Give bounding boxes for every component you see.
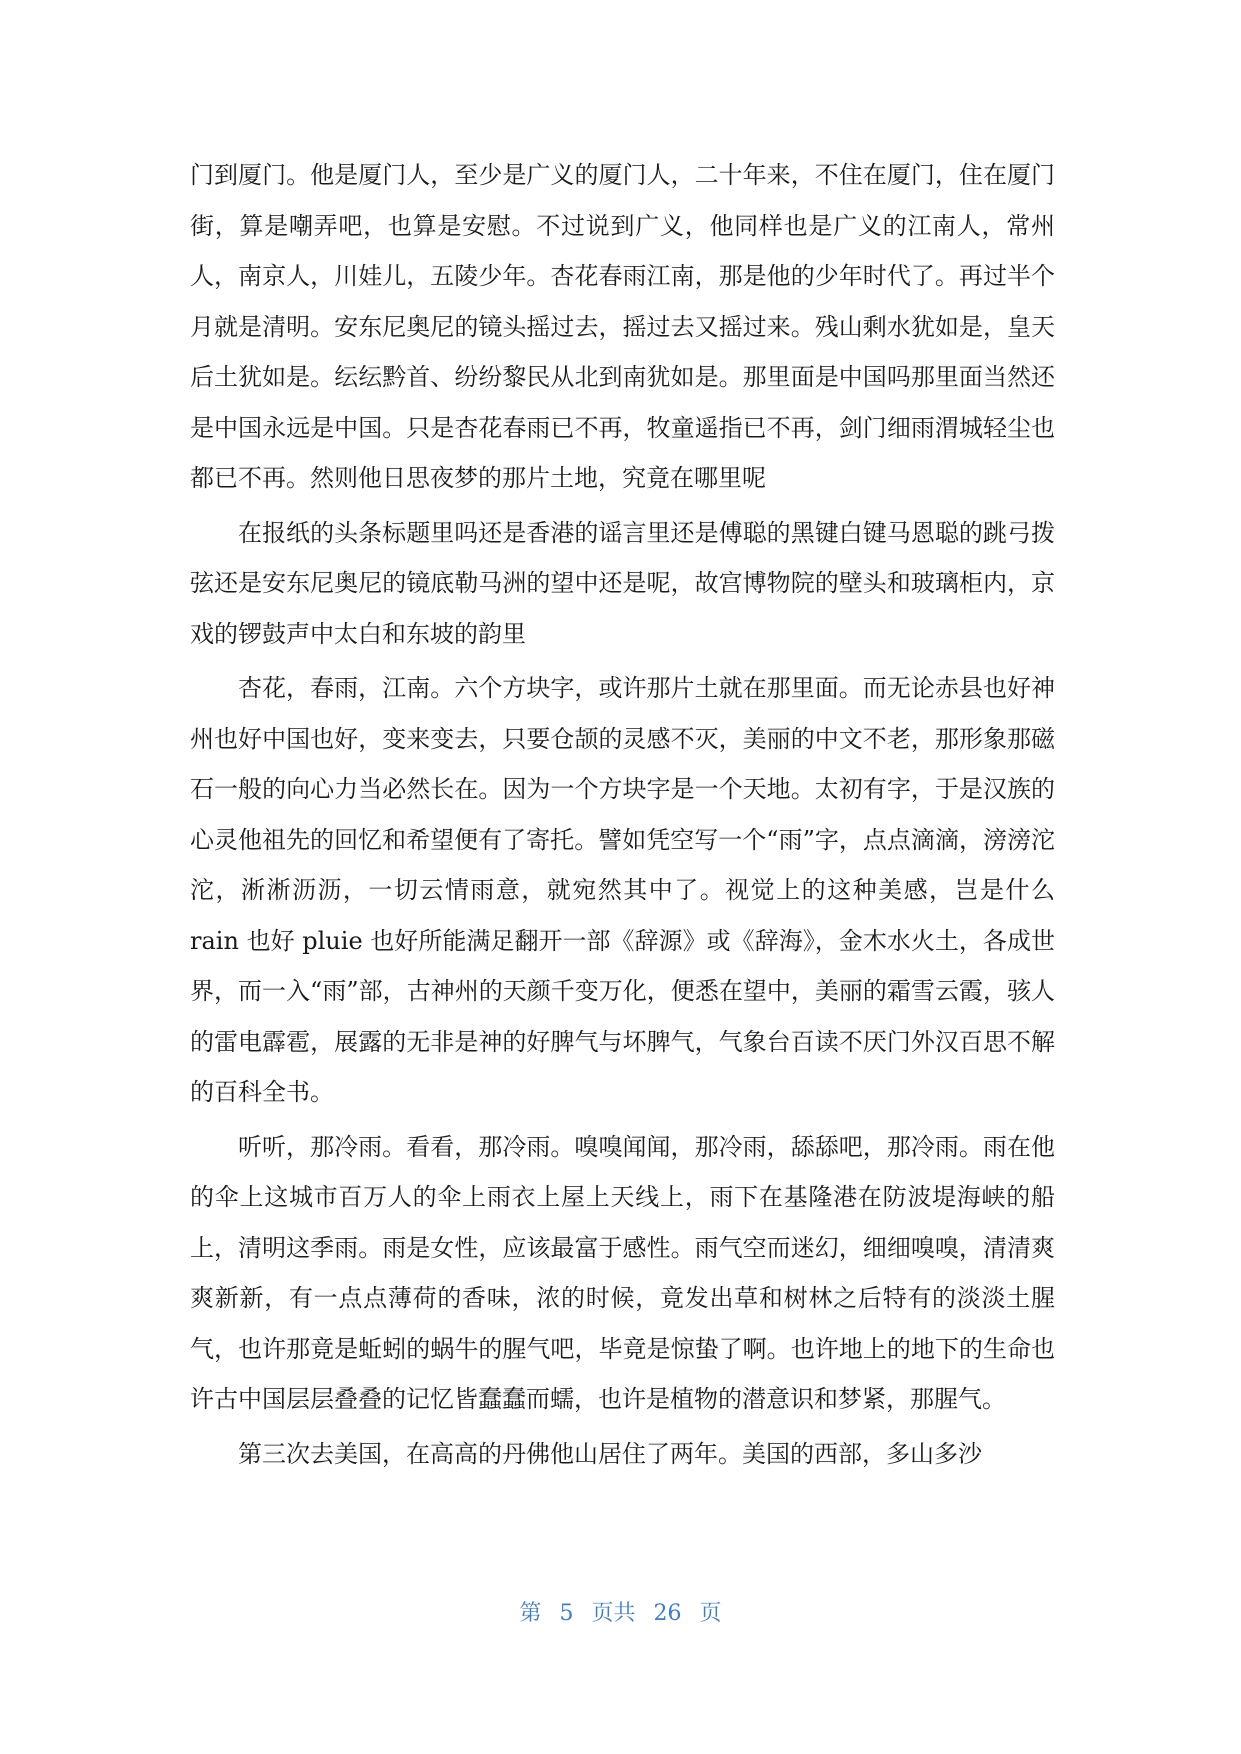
- page-footer: [0, 1596, 1241, 1627]
- current-page-number: 5: [559, 1601, 574, 1626]
- footer-middle: 页共: [591, 1601, 636, 1626]
- total-pages-number: 26: [653, 1601, 682, 1626]
- body-text: [190, 150, 1055, 1483]
- paragraph-5: 第三次去美国，在高高的丹佛他山居住了两年。美国的西部，多山多沙: [238, 1439, 982, 1468]
- footer-suffix: 页: [699, 1601, 722, 1626]
- paragraph-2: 在报纸的头条标题里吗还是香港的谣言里还是傅聪的黑键白键马恩聪的跳弓拨弦还是安东尼奥尼的镜底勒马洲的望中还是呢，故宫博物院的壁头和玻璃柜内，京戏的锣鼓声中太白和东坡的韵里: [190, 518, 1055, 648]
- paragraph-4: 听听，那冷雨。看看，那冷雨。嗅嗅闻闻，那冷雨，舔舔吧，那冷雨。雨在他的伞上这城市百万人的伞上雨衣上屋上天线上，雨下在基隆港在防波堤海峡的船上，清明这季雨。雨是女性，应该最富于感性。雨气空而迷幻，细细嗅嗅，清清爽爽新新，有一点点薄荷的香味，浓的时候，竟发出草和树林之后特有的淡淡土腥气，也许那竟是蚯蚓的蜗牛的腥气吧，毕竟是惊蛰了啊。也许地上的地下的生命也许古中国层层叠叠的记忆皆蠢蠢而蠕，也许是植物的潜意识和梦紧，那腥气。: [190, 1132, 1055, 1413]
- paragraph-1: 门到厦门。他是厦门人，至少是广义的厦门人，二十年来，不住在厦门，住在厦门街，算是嘲弄吧，也算是安慰。不过说到广义，他同样也是广义的江南人，常州人，南京人，川娃儿，五陵少年。杏花春雨江南，那是他的少年时代了。再过半个月就是清明。安东尼奥尼的镜头摇过去，摇过去又摇过来。残山剩水犹如是，皇天后土犹如是。纭纭黔首、纷纷黎民从北到南犹如是。那里面是中国吗那里面当然还是中国永远是中国。只是杏花春雨已不再，牧童遥指已不再，剑门细雨渭城轻尘也都已不再。然则他日思夜梦的那片土地，究竟在哪里呢: [190, 161, 1055, 492]
- footer-prefix: 第: [519, 1601, 542, 1626]
- paragraph-3: 杏花，春雨，江南。六个方块字，或许那片土就在那里面。而无论赤县也好神州也好中国也好，变来变去，只要仓颉的灵感不灭，美丽的中文不老，那形象那磁石一般的向心力当必然长在。因为一个方块字是一个天地。太初有字，于是汉族的心灵他祖先的回忆和希望便有了寄托。譬如凭空写一个“雨”字，点点滴滴，滂滂沱沱，淅淅沥沥，一切云情雨意，就宛然其中了。视觉上的这种美感，岂是什么 rain 也好 pluie 也好所能满足翻开一部《辞源》或《辞海》，金木水火土，各成世界，而一入“雨”部，古神州的天颜千变万化，便悉在望中，美丽的霜雪云霞，骇人的雷电霹雹，展露的无非是神的好脾气与坏脾气，气象台百读不厌门外汉百思不解的百科全书。: [190, 674, 1055, 1106]
